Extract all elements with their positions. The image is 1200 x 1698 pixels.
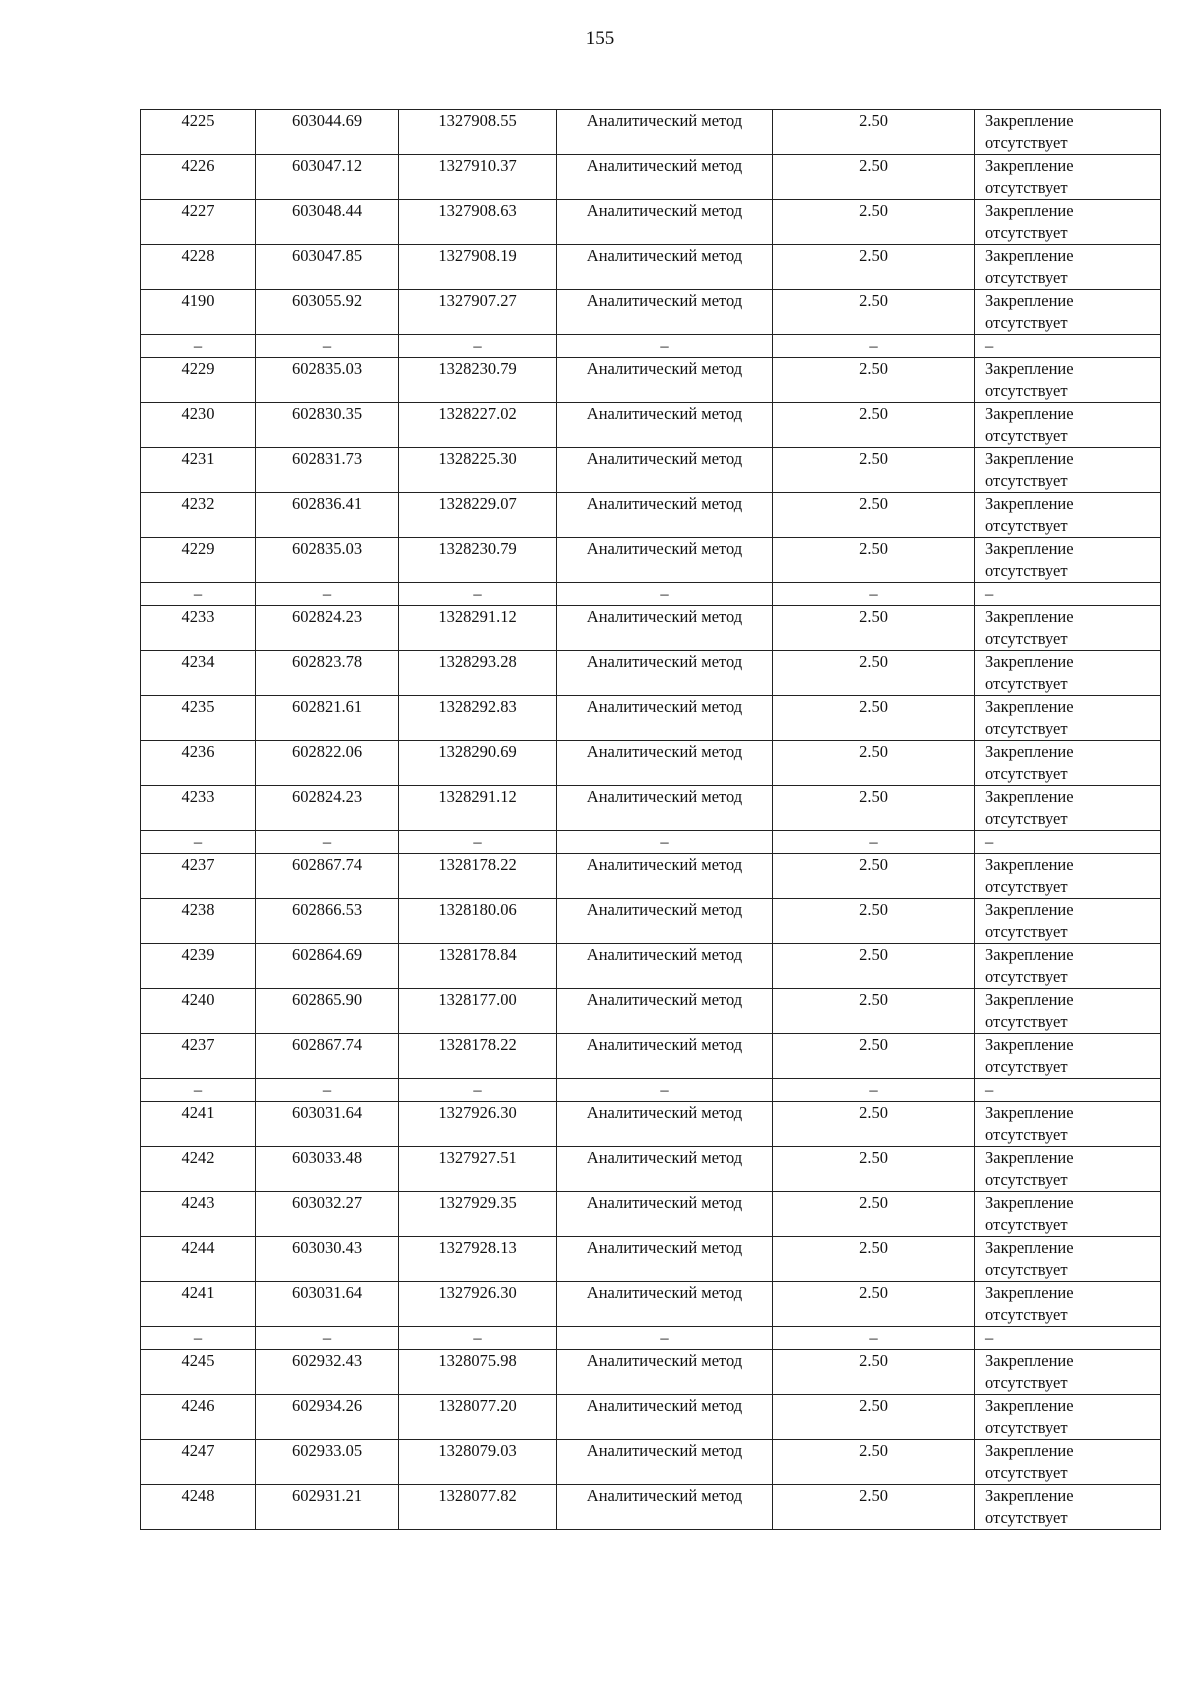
description-line: отсутствует — [985, 1373, 1068, 1392]
point-number-cell: 4241 — [141, 1102, 256, 1147]
description-line: отсутствует — [985, 1170, 1068, 1189]
separator-cell: – — [141, 831, 256, 854]
accuracy-cell: 2.50 — [773, 1147, 975, 1192]
separator-cell: – — [141, 583, 256, 606]
point-number-cell: 4244 — [141, 1237, 256, 1282]
accuracy-cell: 2.50 — [773, 899, 975, 944]
description-line: Закрепление — [985, 742, 1074, 761]
point-number-cell: 4248 — [141, 1485, 256, 1530]
description-cell — [975, 741, 1161, 786]
separator-cell: – — [975, 1079, 1161, 1102]
separator-cell: – — [141, 1079, 256, 1102]
separator-cell: – — [975, 831, 1161, 854]
description-line: Закрепление — [985, 1283, 1074, 1302]
accuracy-cell: 2.50 — [773, 110, 975, 155]
separator-row — [141, 1327, 1161, 1350]
separator-cell: – — [975, 583, 1161, 606]
description-line: Закрепление — [985, 1238, 1074, 1257]
description-line: Закрепление — [985, 494, 1074, 513]
description-cell — [975, 899, 1161, 944]
x-coordinate-cell: 602822.06 — [256, 741, 399, 786]
y-coordinate-cell: 1328075.98 — [399, 1350, 557, 1395]
description-line: Закрепление — [985, 697, 1074, 716]
description-cell — [975, 200, 1161, 245]
x-coordinate-cell: 602824.23 — [256, 606, 399, 651]
method-cell: Аналитический метод — [557, 1034, 773, 1079]
x-coordinate-cell: 602830.35 — [256, 403, 399, 448]
y-coordinate-cell: 1327910.37 — [399, 155, 557, 200]
description-line: отсутствует — [985, 719, 1068, 738]
description-cell — [975, 606, 1161, 651]
method-cell: Аналитический метод — [557, 493, 773, 538]
accuracy-cell: 2.50 — [773, 1237, 975, 1282]
description-line: отсутствует — [985, 877, 1068, 896]
description-line: Закрепление — [985, 900, 1074, 919]
description-line: Закрепление — [985, 1486, 1074, 1505]
accuracy-cell: 2.50 — [773, 245, 975, 290]
page-number: 155 — [585, 28, 615, 49]
table-row — [141, 1395, 1161, 1440]
table-row — [141, 989, 1161, 1034]
method-cell: Аналитический метод — [557, 1350, 773, 1395]
y-coordinate-cell: 1327929.35 — [399, 1192, 557, 1237]
x-coordinate-cell: 602824.23 — [256, 786, 399, 831]
x-coordinate-cell: 603030.43 — [256, 1237, 399, 1282]
description-cell — [975, 786, 1161, 831]
separator-row — [141, 335, 1161, 358]
x-coordinate-cell: 603032.27 — [256, 1192, 399, 1237]
description-line: отсутствует — [985, 629, 1068, 648]
description-cell — [975, 696, 1161, 741]
accuracy-cell: 2.50 — [773, 1102, 975, 1147]
table-row — [141, 1192, 1161, 1237]
y-coordinate-cell: 1327926.30 — [399, 1102, 557, 1147]
method-cell: Аналитический метод — [557, 1440, 773, 1485]
description-line: отсутствует — [985, 674, 1068, 693]
description-line: отсутствует — [985, 1508, 1068, 1527]
point-number-cell: 4242 — [141, 1147, 256, 1192]
description-cell — [975, 493, 1161, 538]
y-coordinate-cell: 1327908.63 — [399, 200, 557, 245]
description-cell — [975, 1282, 1161, 1327]
separator-cell: – — [557, 1079, 773, 1102]
description-cell — [975, 1485, 1161, 1530]
separator-cell: – — [256, 335, 399, 358]
point-number-cell: 4228 — [141, 245, 256, 290]
description-line: отсутствует — [985, 381, 1068, 400]
point-number-cell: 4190 — [141, 290, 256, 335]
point-number-cell: 4231 — [141, 448, 256, 493]
accuracy-cell: 2.50 — [773, 741, 975, 786]
table-row — [141, 200, 1161, 245]
point-number-cell: 4240 — [141, 989, 256, 1034]
table-row — [141, 854, 1161, 899]
description-line: отсутствует — [985, 1215, 1068, 1234]
point-number-cell: 4245 — [141, 1350, 256, 1395]
description-line: отсутствует — [985, 1463, 1068, 1482]
y-coordinate-cell: 1327927.51 — [399, 1147, 557, 1192]
x-coordinate-cell: 602867.74 — [256, 854, 399, 899]
description-line: Закрепление — [985, 156, 1074, 175]
description-line: отсутствует — [985, 967, 1068, 986]
coordinates-table-body — [141, 110, 1161, 1530]
x-coordinate-cell: 602931.21 — [256, 1485, 399, 1530]
point-number-cell: 4226 — [141, 155, 256, 200]
point-number-cell: 4246 — [141, 1395, 256, 1440]
x-coordinate-cell: 603031.64 — [256, 1102, 399, 1147]
description-line: отсутствует — [985, 471, 1068, 490]
accuracy-cell: 2.50 — [773, 944, 975, 989]
separator-cell: – — [141, 335, 256, 358]
separator-row — [141, 1079, 1161, 1102]
x-coordinate-cell: 602867.74 — [256, 1034, 399, 1079]
x-coordinate-cell: 602836.41 — [256, 493, 399, 538]
y-coordinate-cell: 1327928.13 — [399, 1237, 557, 1282]
description-line: отсутствует — [985, 922, 1068, 941]
description-line: отсутствует — [985, 426, 1068, 445]
description-line: Закрепление — [985, 787, 1074, 806]
description-line: Закрепление — [985, 1351, 1074, 1370]
x-coordinate-cell: 602835.03 — [256, 538, 399, 583]
point-number-cell: 4238 — [141, 899, 256, 944]
x-coordinate-cell: 603031.64 — [256, 1282, 399, 1327]
description-cell — [975, 989, 1161, 1034]
y-coordinate-cell: 1327908.19 — [399, 245, 557, 290]
y-coordinate-cell: 1327908.55 — [399, 110, 557, 155]
accuracy-cell: 2.50 — [773, 989, 975, 1034]
coordinates-table — [140, 109, 1161, 1530]
separator-cell: – — [399, 1079, 557, 1102]
accuracy-cell: 2.50 — [773, 358, 975, 403]
method-cell: Аналитический метод — [557, 200, 773, 245]
description-line: Закрепление — [985, 246, 1074, 265]
separator-cell: – — [256, 831, 399, 854]
accuracy-cell: 2.50 — [773, 403, 975, 448]
description-line: Закрепление — [985, 449, 1074, 468]
y-coordinate-cell: 1328291.12 — [399, 606, 557, 651]
x-coordinate-cell: 603048.44 — [256, 200, 399, 245]
description-cell — [975, 651, 1161, 696]
method-cell: Аналитический метод — [557, 110, 773, 155]
description-line: отсутствует — [985, 1418, 1068, 1437]
table-row — [141, 606, 1161, 651]
method-cell: Аналитический метод — [557, 1147, 773, 1192]
description-line: Закрепление — [985, 652, 1074, 671]
table-row — [141, 448, 1161, 493]
method-cell: Аналитический метод — [557, 606, 773, 651]
description-line: отсутствует — [985, 1057, 1068, 1076]
description-line: отсутствует — [985, 764, 1068, 783]
description-line: Закрепление — [985, 1035, 1074, 1054]
description-line: Закрепление — [985, 607, 1074, 626]
accuracy-cell: 2.50 — [773, 1192, 975, 1237]
method-cell: Аналитический метод — [557, 290, 773, 335]
description-line: отсутствует — [985, 223, 1068, 242]
separator-cell: – — [399, 1327, 557, 1350]
table-row — [141, 110, 1161, 155]
method-cell: Аналитический метод — [557, 1237, 773, 1282]
description-line: Закрепление — [985, 1148, 1074, 1167]
y-coordinate-cell: 1328180.06 — [399, 899, 557, 944]
method-cell: Аналитический метод — [557, 1102, 773, 1147]
accuracy-cell: 2.50 — [773, 786, 975, 831]
separator-cell: – — [557, 583, 773, 606]
description-cell — [975, 854, 1161, 899]
accuracy-cell: 2.50 — [773, 1440, 975, 1485]
x-coordinate-cell: 602831.73 — [256, 448, 399, 493]
y-coordinate-cell: 1327907.27 — [399, 290, 557, 335]
description-cell — [975, 448, 1161, 493]
y-coordinate-cell: 1328227.02 — [399, 403, 557, 448]
description-line: Закрепление — [985, 359, 1074, 378]
description-line: Закрепление — [985, 945, 1074, 964]
separator-cell: – — [399, 583, 557, 606]
y-coordinate-cell: 1327926.30 — [399, 1282, 557, 1327]
point-number-cell: 4239 — [141, 944, 256, 989]
description-line: отсутствует — [985, 516, 1068, 535]
method-cell: Аналитический метод — [557, 786, 773, 831]
table-row — [141, 1485, 1161, 1530]
separator-cell: – — [773, 831, 975, 854]
accuracy-cell: 2.50 — [773, 1395, 975, 1440]
description-line: отсутствует — [985, 268, 1068, 287]
description-line: отсутствует — [985, 133, 1068, 152]
description-line: отсутствует — [985, 1305, 1068, 1324]
description-line: Закрепление — [985, 111, 1074, 130]
point-number-cell: 4229 — [141, 358, 256, 403]
y-coordinate-cell: 1328177.00 — [399, 989, 557, 1034]
y-coordinate-cell: 1328225.30 — [399, 448, 557, 493]
table-row — [141, 786, 1161, 831]
y-coordinate-cell: 1328293.28 — [399, 651, 557, 696]
description-cell — [975, 1395, 1161, 1440]
table-row — [141, 899, 1161, 944]
description-cell — [975, 944, 1161, 989]
point-number-cell: 4229 — [141, 538, 256, 583]
table-row — [141, 245, 1161, 290]
method-cell: Аналитический метод — [557, 1395, 773, 1440]
description-cell — [975, 290, 1161, 335]
method-cell: Аналитический метод — [557, 989, 773, 1034]
description-line: Закрепление — [985, 1103, 1074, 1122]
method-cell: Аналитический метод — [557, 448, 773, 493]
separator-cell: – — [557, 1327, 773, 1350]
point-number-cell: 4236 — [141, 741, 256, 786]
accuracy-cell: 2.50 — [773, 290, 975, 335]
method-cell: Аналитический метод — [557, 944, 773, 989]
description-line: Закрепление — [985, 1193, 1074, 1212]
description-line: Закрепление — [985, 291, 1074, 310]
accuracy-cell: 2.50 — [773, 1485, 975, 1530]
description-cell — [975, 538, 1161, 583]
description-cell — [975, 1192, 1161, 1237]
description-line: Закрепление — [985, 855, 1074, 874]
x-coordinate-cell: 602865.90 — [256, 989, 399, 1034]
description-line: отсутствует — [985, 313, 1068, 332]
method-cell: Аналитический метод — [557, 1485, 773, 1530]
x-coordinate-cell: 602933.05 — [256, 1440, 399, 1485]
accuracy-cell: 2.50 — [773, 651, 975, 696]
table-row — [141, 1147, 1161, 1192]
x-coordinate-cell: 602823.78 — [256, 651, 399, 696]
separator-row — [141, 583, 1161, 606]
table-row — [141, 1102, 1161, 1147]
y-coordinate-cell: 1328077.20 — [399, 1395, 557, 1440]
table-row — [141, 358, 1161, 403]
table-row — [141, 944, 1161, 989]
point-number-cell: 4225 — [141, 110, 256, 155]
y-coordinate-cell: 1328079.03 — [399, 1440, 557, 1485]
method-cell: Аналитический метод — [557, 245, 773, 290]
table-row — [141, 1440, 1161, 1485]
accuracy-cell: 2.50 — [773, 493, 975, 538]
x-coordinate-cell: 602835.03 — [256, 358, 399, 403]
point-number-cell: 4234 — [141, 651, 256, 696]
separator-cell: – — [557, 335, 773, 358]
description-line: отсутствует — [985, 178, 1068, 197]
y-coordinate-cell: 1328290.69 — [399, 741, 557, 786]
y-coordinate-cell: 1328077.82 — [399, 1485, 557, 1530]
description-cell — [975, 245, 1161, 290]
description-line: отсутствует — [985, 561, 1068, 580]
x-coordinate-cell: 603047.12 — [256, 155, 399, 200]
point-number-cell: 4227 — [141, 200, 256, 245]
method-cell: Аналитический метод — [557, 651, 773, 696]
description-cell — [975, 1034, 1161, 1079]
y-coordinate-cell: 1328178.22 — [399, 854, 557, 899]
method-cell: Аналитический метод — [557, 1192, 773, 1237]
accuracy-cell: 2.50 — [773, 854, 975, 899]
accuracy-cell: 2.50 — [773, 538, 975, 583]
method-cell: Аналитический метод — [557, 1282, 773, 1327]
separator-cell: – — [975, 335, 1161, 358]
table-row — [141, 538, 1161, 583]
description-line: отсутствует — [985, 809, 1068, 828]
separator-cell: – — [256, 1079, 399, 1102]
table-row — [141, 1282, 1161, 1327]
separator-row — [141, 831, 1161, 854]
table-row — [141, 741, 1161, 786]
y-coordinate-cell: 1328291.12 — [399, 786, 557, 831]
table-row — [141, 696, 1161, 741]
separator-cell: – — [773, 1327, 975, 1350]
x-coordinate-cell: 603044.69 — [256, 110, 399, 155]
description-cell — [975, 1237, 1161, 1282]
table-row — [141, 651, 1161, 696]
description-line: отсутствует — [985, 1260, 1068, 1279]
method-cell: Аналитический метод — [557, 899, 773, 944]
accuracy-cell: 2.50 — [773, 1034, 975, 1079]
separator-cell: – — [399, 831, 557, 854]
accuracy-cell: 2.50 — [773, 448, 975, 493]
table-row — [141, 1350, 1161, 1395]
method-cell: Аналитический метод — [557, 538, 773, 583]
accuracy-cell: 2.50 — [773, 696, 975, 741]
description-cell — [975, 403, 1161, 448]
x-coordinate-cell: 602934.26 — [256, 1395, 399, 1440]
accuracy-cell: 2.50 — [773, 1350, 975, 1395]
y-coordinate-cell: 1328292.83 — [399, 696, 557, 741]
x-coordinate-cell: 602932.43 — [256, 1350, 399, 1395]
description-cell — [975, 110, 1161, 155]
point-number-cell: 4235 — [141, 696, 256, 741]
separator-cell: – — [773, 583, 975, 606]
y-coordinate-cell: 1328230.79 — [399, 538, 557, 583]
y-coordinate-cell: 1328229.07 — [399, 493, 557, 538]
table-row — [141, 403, 1161, 448]
table-row — [141, 493, 1161, 538]
point-number-cell: 4237 — [141, 854, 256, 899]
point-number-cell: 4243 — [141, 1192, 256, 1237]
description-line: Закрепление — [985, 990, 1074, 1009]
y-coordinate-cell: 1328230.79 — [399, 358, 557, 403]
method-cell: Аналитический метод — [557, 741, 773, 786]
method-cell: Аналитический метод — [557, 358, 773, 403]
point-number-cell: 4232 — [141, 493, 256, 538]
method-cell: Аналитический метод — [557, 696, 773, 741]
x-coordinate-cell: 603033.48 — [256, 1147, 399, 1192]
separator-cell: – — [399, 335, 557, 358]
table-row — [141, 1034, 1161, 1079]
point-number-cell: 4230 — [141, 403, 256, 448]
description-cell — [975, 358, 1161, 403]
point-number-cell: 4233 — [141, 606, 256, 651]
separator-cell: – — [773, 335, 975, 358]
x-coordinate-cell: 603055.92 — [256, 290, 399, 335]
point-number-cell: 4233 — [141, 786, 256, 831]
x-coordinate-cell: 602866.53 — [256, 899, 399, 944]
x-coordinate-cell: 602821.61 — [256, 696, 399, 741]
separator-cell: – — [256, 583, 399, 606]
point-number-cell: 4241 — [141, 1282, 256, 1327]
description-line: Закрепление — [985, 1441, 1074, 1460]
table-row — [141, 290, 1161, 335]
method-cell: Аналитический метод — [557, 155, 773, 200]
x-coordinate-cell: 602864.69 — [256, 944, 399, 989]
y-coordinate-cell: 1328178.84 — [399, 944, 557, 989]
x-coordinate-cell: 603047.85 — [256, 245, 399, 290]
separator-cell: – — [141, 1327, 256, 1350]
description-line: Закрепление — [985, 539, 1074, 558]
separator-cell: – — [975, 1327, 1161, 1350]
table-row — [141, 1237, 1161, 1282]
description-line: Закрепление — [985, 1396, 1074, 1415]
accuracy-cell: 2.50 — [773, 606, 975, 651]
accuracy-cell: 2.50 — [773, 155, 975, 200]
description-cell — [975, 1440, 1161, 1485]
accuracy-cell: 2.50 — [773, 1282, 975, 1327]
separator-cell: – — [773, 1079, 975, 1102]
description-cell — [975, 1350, 1161, 1395]
accuracy-cell: 2.50 — [773, 200, 975, 245]
description-cell — [975, 1147, 1161, 1192]
method-cell: Аналитический метод — [557, 403, 773, 448]
separator-cell: – — [557, 831, 773, 854]
description-line: Закрепление — [985, 201, 1074, 220]
description-cell — [975, 1102, 1161, 1147]
point-number-cell: 4237 — [141, 1034, 256, 1079]
separator-cell: – — [256, 1327, 399, 1350]
description-line: отсутствует — [985, 1125, 1068, 1144]
description-line: Закрепление — [985, 404, 1074, 423]
description-line: отсутствует — [985, 1012, 1068, 1031]
method-cell: Аналитический метод — [557, 854, 773, 899]
y-coordinate-cell: 1328178.22 — [399, 1034, 557, 1079]
point-number-cell: 4247 — [141, 1440, 256, 1485]
description-cell — [975, 155, 1161, 200]
table-row — [141, 155, 1161, 200]
